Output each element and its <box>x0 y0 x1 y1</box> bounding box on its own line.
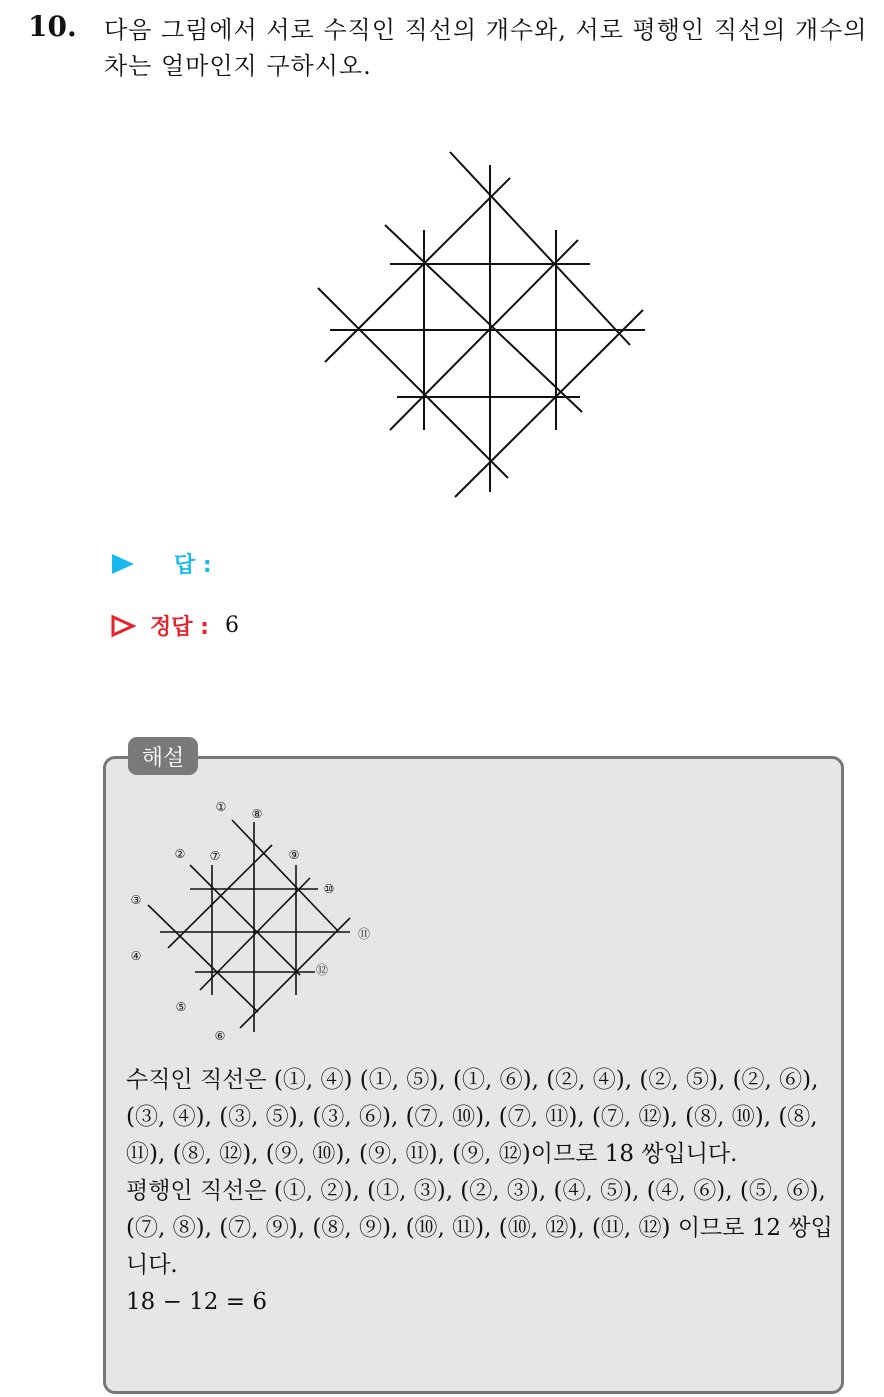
solution-text <box>126 1062 836 1321</box>
fig-label-10: ⑩ <box>323 882 335 896</box>
fig-label-12: ⑫ <box>315 963 329 977</box>
solution-figure <box>120 793 390 1043</box>
fig-line-anti-3 <box>455 310 643 497</box>
question-figure <box>310 145 650 505</box>
fig-label-2: ② <box>174 847 186 861</box>
fig-label-4: ④ <box>130 949 142 963</box>
answer-blank-label: 답 : <box>174 553 212 578</box>
fig-label-5: ⑤ <box>175 1000 187 1014</box>
question-number: 10. <box>28 10 77 43</box>
answer-correct-row <box>110 610 239 641</box>
fig-label-6: ⑥ <box>214 1029 226 1043</box>
fig-label-9: ⑨ <box>288 848 300 862</box>
fig-line-diag-1 <box>450 152 630 345</box>
fig-line-diag-3 <box>318 288 508 478</box>
outline-triangle-icon <box>110 614 136 638</box>
filled-triangle-icon <box>110 552 136 576</box>
solution-tag: 해설 <box>128 737 198 775</box>
fig-label-7: ⑦ <box>209 849 221 863</box>
fig-label-8: ⑧ <box>251 807 263 821</box>
answer-correct-value: 6 <box>224 613 239 638</box>
fig-label-3: ③ <box>130 893 142 907</box>
fig-label-1: ① <box>215 800 227 814</box>
fig-line-anti-1 <box>325 178 510 362</box>
question-text: 다음 그림에서 서로 수직인 직선의 개수와, 서로 평행인 직선의 개수의 차는 얼마인지 구하시오. <box>104 16 868 80</box>
answer-blank-row <box>110 548 212 579</box>
difference-equation: 18 − 12 = 6 <box>126 1289 267 1315</box>
parallel-explanation: 평행인 직선은 (①, ②), (①, ③), (②, ③), (④, ⑤), (④, ⑥), (⑤, ⑥), (⑦, ⑧), (⑦, ⑨), (⑧, ⑨), (⑩, ⑪), (⑩, ⑫), (⑪, ⑫) 이므로 12 쌍입니다. <box>126 1178 833 1278</box>
fig-label-11: ⑪ <box>357 927 371 941</box>
answer-correct-label: 정답 : <box>150 615 209 640</box>
perpendicular-explanation: 수직인 직선은 (①, ④) (①, ⑤), (①, ⑥), (②, ④), (②, ⑤), (②, ⑥), (③, ④), (③, ⑤), (③, ⑥), (⑦, ⑩), (⑦, ⑪), (⑦, ⑫), (⑧, ⑩), (⑧, ⑪), (⑧, ⑫), (⑨, ⑩), (⑨, ⑪), (⑨, ⑫)이므로 18 쌍입니다. <box>126 1067 819 1167</box>
